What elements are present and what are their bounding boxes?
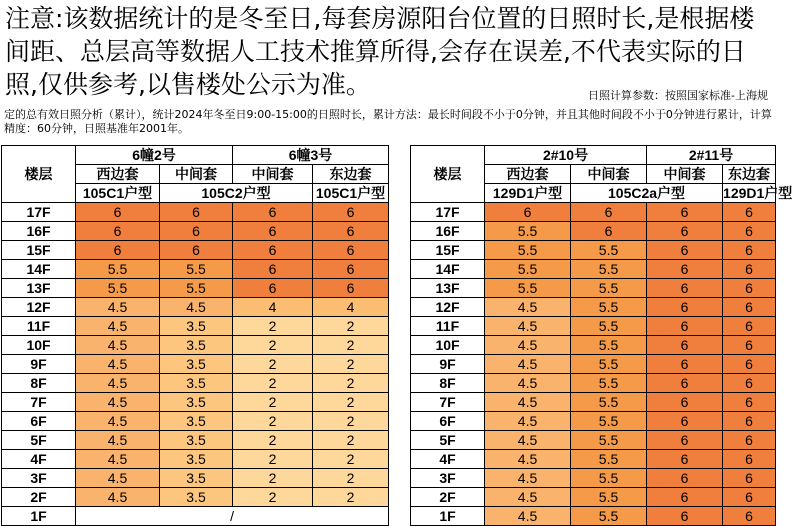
sunlight-hours-cell: 6 — [647, 355, 723, 374]
sunlight-hours-cell: 2 — [233, 450, 313, 469]
sunlight-hours-cell: 4.5 — [485, 431, 571, 450]
sunlight-hours-cell: 4.5 — [485, 507, 571, 526]
sunlight-hours-cell: 6 — [313, 260, 389, 279]
sunlight-hours-cell: 3.5 — [160, 431, 233, 450]
unit-type-header: 129D1户型 — [485, 184, 571, 203]
table-row — [2, 431, 776, 450]
sunlight-hours-cell: 2 — [313, 488, 389, 507]
sunlight-hours-cell: 4 — [313, 298, 389, 317]
table-row — [2, 355, 776, 374]
sunlight-hours-cell: 6 — [485, 203, 571, 222]
sunlight-hours-cell: 6 — [723, 355, 776, 374]
sunlight-hours-cell: 6 — [647, 203, 723, 222]
table-row — [2, 298, 776, 317]
sunlight-hours-cell: 6 — [647, 336, 723, 355]
sunlight-hours-cell: 2 — [313, 355, 389, 374]
floor-cell: 5F — [411, 431, 485, 450]
sunlight-hours-cell: 6 — [647, 393, 723, 412]
sunlight-hours-cell: 5.5 — [76, 279, 160, 298]
floor-cell: 16F — [2, 222, 76, 241]
table-row — [2, 488, 776, 507]
table-gap — [389, 469, 411, 488]
floor-cell: 14F — [411, 260, 485, 279]
table-row — [2, 393, 776, 412]
floor-cell: 3F — [2, 469, 76, 488]
floor-header: 楼层 — [411, 146, 485, 203]
sunlight-hours-cell: 2 — [233, 374, 313, 393]
header-row-types — [2, 184, 776, 203]
sunlight-hours-cell: 6 — [233, 279, 313, 298]
sunlight-hours-cell: 5.5 — [571, 488, 647, 507]
floor-cell: 15F — [411, 241, 485, 260]
table-gap — [389, 431, 411, 450]
sunlight-hours-cell: 5.5 — [160, 279, 233, 298]
table-row — [2, 222, 776, 241]
table-row — [2, 374, 776, 393]
floor-cell: 7F — [411, 393, 485, 412]
sunlight-hours-cell: 4.5 — [485, 298, 571, 317]
sunlight-hours-cell: 5.5 — [485, 222, 571, 241]
sunlight-hours-cell: 4.5 — [76, 431, 160, 450]
floor-cell: 9F — [2, 355, 76, 374]
sunlight-hours-cell: 5.5 — [485, 279, 571, 298]
sunlight-hours-cell: 5.5 — [571, 374, 647, 393]
sunlight-table — [1, 145, 792, 526]
sunlight-hours-cell: 2 — [233, 431, 313, 450]
sunlight-hours-cell: 6 — [723, 260, 776, 279]
sunlight-hours-cell: 6 — [723, 450, 776, 469]
sunlight-hours-cell: 6 — [233, 241, 313, 260]
sunlight-hours-cell: 5.5 — [571, 355, 647, 374]
sunlight-hours-cell: 6 — [160, 222, 233, 241]
floor-cell: 4F — [411, 450, 485, 469]
sunlight-hours-cell: 3.5 — [160, 355, 233, 374]
sunlight-hours-cell: 2 — [313, 431, 389, 450]
table-row — [2, 450, 776, 469]
building-header: 6幢2号 — [76, 146, 233, 165]
unit-header: 西边套 — [485, 165, 571, 184]
sunlight-hours-cell: 5.5 — [571, 279, 647, 298]
sunlight-hours-cell: 6 — [76, 222, 160, 241]
floor-cell: 5F — [2, 431, 76, 450]
sunlight-hours-cell: 6 — [647, 222, 723, 241]
sunlight-hours-cell: 2 — [233, 393, 313, 412]
table-gap — [389, 450, 411, 469]
sunlight-hours-cell: 3.5 — [160, 450, 233, 469]
unit-header: 东边套 — [313, 165, 389, 184]
sunlight-hours-cell: 6 — [233, 222, 313, 241]
unit-type-header: 129D1户型 — [723, 184, 792, 201]
sunlight-hours-cell: 5.5 — [571, 241, 647, 260]
table-gap — [389, 279, 411, 298]
sunlight-hours-cell: 4.5 — [485, 393, 571, 412]
sunlight-hours-cell: 6 — [313, 241, 389, 260]
sunlight-hours-cell: 6 — [723, 507, 776, 526]
building-header: 6幢3号 — [233, 146, 389, 165]
sunlight-hours-cell: 6 — [313, 279, 389, 298]
unit-type-header: 105C2户型 — [160, 184, 313, 203]
sunlight-hours-cell: 5.5 — [571, 431, 647, 450]
table-gap — [389, 507, 411, 526]
table-row — [2, 469, 776, 488]
table-row — [2, 241, 776, 260]
table-gap — [389, 336, 411, 355]
sunlight-hours-cell: 6 — [723, 241, 776, 260]
sunlight-hours-cell: 6 — [723, 431, 776, 450]
sunlight-hours-cell: 2 — [313, 393, 389, 412]
unit-header: 西边套 — [76, 165, 160, 184]
sunlight-hours-cell: 2 — [313, 412, 389, 431]
sunlight-hours-cell: 6 — [647, 374, 723, 393]
sunlight-hours-cell: 2 — [313, 469, 389, 488]
table-row — [2, 412, 776, 431]
sunlight-hours-cell: 2 — [233, 488, 313, 507]
sunlight-hours-cell: 6 — [233, 260, 313, 279]
sunlight-hours-cell: 4.5 — [485, 317, 571, 336]
sunlight-hours-cell: 4.5 — [485, 374, 571, 393]
unit-header: 中间套 — [647, 165, 723, 184]
sunlight-hours-cell: 4.5 — [76, 336, 160, 355]
floor-cell: 2F — [2, 488, 76, 507]
sunlight-hours-cell: 5.5 — [485, 241, 571, 260]
header-row-units — [2, 165, 776, 184]
floor-cell: 12F — [411, 298, 485, 317]
table-row — [2, 336, 776, 355]
sunlight-hours-cell: 6 — [723, 374, 776, 393]
sunlight-hours-cell: 4.5 — [76, 374, 160, 393]
unit-header: 中间套 — [233, 165, 313, 184]
sunlight-hours-cell: 4.5 — [76, 488, 160, 507]
floor-cell: 7F — [2, 393, 76, 412]
sunlight-hours-cell: 4.5 — [160, 298, 233, 317]
sunlight-hours-cell: 2 — [233, 336, 313, 355]
sunlight-hours-cell: 4.5 — [485, 488, 571, 507]
sunlight-hours-cell: 6 — [723, 469, 776, 488]
sunlight-hours-cell: 6 — [76, 203, 160, 222]
table-gap — [389, 488, 411, 507]
floor-cell: 6F — [2, 412, 76, 431]
floor-cell: 17F — [2, 203, 76, 222]
floor-cell: 9F — [411, 355, 485, 374]
sunlight-hours-cell: 4.5 — [76, 450, 160, 469]
sunlight-hours-cell: 6 — [647, 488, 723, 507]
sunlight-hours-cell: 3.5 — [160, 488, 233, 507]
floor-cell: 17F — [411, 203, 485, 222]
not-applicable-cell: / — [76, 507, 389, 526]
floor-cell: 2F — [411, 488, 485, 507]
sunlight-hours-cell: 6 — [313, 222, 389, 241]
building-header: 2#11号 — [647, 146, 776, 165]
sunlight-hours-cell: 5.5 — [571, 393, 647, 412]
sunlight-hours-cell: 4.5 — [76, 412, 160, 431]
table-row — [2, 203, 776, 222]
sunlight-hours-cell: 6 — [233, 203, 313, 222]
calc-params-text: 日照计算参数：按照国家标准-上海规 — [588, 89, 768, 102]
table-gap — [389, 412, 411, 431]
floor-cell: 13F — [411, 279, 485, 298]
sunlight-hours-cell: 3.5 — [160, 317, 233, 336]
sunlight-hours-cell: 6 — [76, 241, 160, 260]
sunlight-hours-cell: 6 — [647, 450, 723, 469]
sunlight-hours-cell: 4.5 — [485, 469, 571, 488]
sunlight-hours-cell: 5.5 — [571, 317, 647, 336]
table-row — [2, 317, 776, 336]
notice-text: 注意:该数据统计的是冬至日,每套房源阳台位置的日照时长,是根据楼间距、总层高等数据人工技术推算所得,会存在误差,不代表实际的日照,仅供参考,以售楼处公示为准。 — [5, 4, 755, 99]
sunlight-hours-cell: 6 — [647, 412, 723, 431]
table-gap — [389, 317, 411, 336]
floor-cell: 11F — [2, 317, 76, 336]
sunlight-hours-cell: 2 — [233, 355, 313, 374]
sunlight-hours-cell: 5.5 — [160, 260, 233, 279]
unit-header: 中间套 — [571, 165, 647, 184]
sunlight-hours-cell: 6 — [160, 203, 233, 222]
floor-cell: 15F — [2, 241, 76, 260]
sunlight-hours-cell: 6 — [647, 431, 723, 450]
sunlight-hours-cell: 6 — [647, 241, 723, 260]
table-gap — [389, 260, 411, 279]
unit-header: 东边套 — [723, 165, 776, 184]
sunlight-hours-cell: 4.5 — [76, 298, 160, 317]
sunlight-hours-cell: 2 — [313, 317, 389, 336]
floor-cell: 6F — [411, 412, 485, 431]
sunlight-hours-cell: 2 — [233, 317, 313, 336]
sunlight-hours-cell: 4.5 — [76, 355, 160, 374]
unit-type-header: 105C1户型 — [313, 184, 389, 203]
table-gap — [389, 393, 411, 412]
sunlight-hours-cell: 6 — [723, 203, 776, 222]
unit-type-header: 105C1户型 — [76, 184, 160, 203]
sunlight-hours-cell: 6 — [723, 298, 776, 317]
sunlight-hours-cell: 2 — [313, 374, 389, 393]
sunlight-hours-cell: 2 — [233, 469, 313, 488]
floor-cell: 1F — [411, 507, 485, 526]
header-row-buildings — [2, 146, 776, 165]
floor-cell: 8F — [2, 374, 76, 393]
sunlight-hours-cell: 3.5 — [160, 469, 233, 488]
sunlight-hours-cell: 5.5 — [571, 260, 647, 279]
sunlight-hours-cell: 6 — [571, 203, 647, 222]
sunlight-hours-cell: 5.5 — [485, 260, 571, 279]
sunlight-hours-cell: 6 — [647, 260, 723, 279]
table-row — [2, 279, 776, 298]
sunlight-hours-cell: 4.5 — [485, 450, 571, 469]
table-row — [2, 507, 776, 526]
sunlight-hours-cell: 4.5 — [76, 469, 160, 488]
sunlight-hours-cell: 4.5 — [76, 317, 160, 336]
table-gap — [389, 203, 411, 222]
floor-cell: 8F — [411, 374, 485, 393]
floor-header: 楼层 — [2, 146, 76, 203]
sunlight-hours-cell: 4.5 — [76, 393, 160, 412]
sunlight-hours-cell: 6 — [571, 222, 647, 241]
sunlight-hours-cell: 6 — [723, 317, 776, 336]
floor-cell: 1F — [2, 507, 76, 526]
building-header: 2#10号 — [485, 146, 647, 165]
sunlight-hours-cell: 6 — [723, 393, 776, 412]
sunlight-hours-cell: 3.5 — [160, 374, 233, 393]
sunlight-hours-cell: 5.5 — [571, 507, 647, 526]
sunlight-hours-cell: 6 — [160, 241, 233, 260]
sunlight-hours-cell: 6 — [647, 317, 723, 336]
floor-cell: 13F — [2, 279, 76, 298]
sunlight-hours-cell: 6 — [723, 222, 776, 241]
sunlight-hours-cell: 6 — [723, 279, 776, 298]
floor-cell: 3F — [411, 469, 485, 488]
table-gap — [389, 146, 411, 203]
sunlight-hours-cell: 5.5 — [571, 450, 647, 469]
sunlight-hours-cell: 4.5 — [485, 336, 571, 355]
sunlight-hours-cell: 4 — [233, 298, 313, 317]
sunlight-hours-cell: 2 — [313, 450, 389, 469]
sunlight-hours-cell: 6 — [313, 203, 389, 222]
table-gap — [389, 241, 411, 260]
floor-cell: 14F — [2, 260, 76, 279]
unit-header: 中间套 — [160, 165, 233, 184]
sunlight-hours-cell: 2 — [313, 336, 389, 355]
sunlight-hours-cell: 5.5 — [571, 469, 647, 488]
table-gap — [389, 298, 411, 317]
sunlight-hours-cell: 4.5 — [485, 355, 571, 374]
table-gap — [389, 374, 411, 393]
sunlight-hours-cell: 6 — [723, 412, 776, 431]
floor-cell: 16F — [411, 222, 485, 241]
sunlight-hours-cell: 3.5 — [160, 393, 233, 412]
sunlight-hours-cell: 6 — [647, 507, 723, 526]
sunlight-hours-cell: 6 — [723, 488, 776, 507]
table-gap — [389, 222, 411, 241]
sunlight-hours-cell: 6 — [723, 336, 776, 355]
sunlight-hours-cell: 6 — [647, 298, 723, 317]
sunlight-hours-cell: 3.5 — [160, 336, 233, 355]
sunlight-hours-cell: 5.5 — [571, 298, 647, 317]
sunlight-hours-cell: 5.5 — [571, 336, 647, 355]
sunlight-hours-cell: 5.5 — [571, 412, 647, 431]
sunlight-hours-cell: 4.5 — [485, 412, 571, 431]
floor-cell: 10F — [411, 336, 485, 355]
sunlight-hours-cell: 5.5 — [76, 260, 160, 279]
sunlight-hours-cell: 2 — [233, 412, 313, 431]
floor-cell: 11F — [411, 317, 485, 336]
sunlight-hours-cell: 6 — [647, 279, 723, 298]
sunlight-hours-cell: 3.5 — [160, 412, 233, 431]
floor-cell: 12F — [2, 298, 76, 317]
floor-cell: 4F — [2, 450, 76, 469]
floor-cell: 10F — [2, 336, 76, 355]
sunlight-hours-cell: 6 — [647, 469, 723, 488]
unit-type-header: 105C2a户型 — [571, 184, 723, 203]
table-gap — [389, 355, 411, 374]
calc-explanation-text: 定的总有效日照分析（累计），统计2024年冬至日9:00-15:00的日照时长，累计方法：最长时间段不小于0分钟，并且其他时间段不小于0分钟进行累计，计算精度：60分钟，日照基准年2001年。 — [4, 108, 772, 135]
table-row — [2, 260, 776, 279]
